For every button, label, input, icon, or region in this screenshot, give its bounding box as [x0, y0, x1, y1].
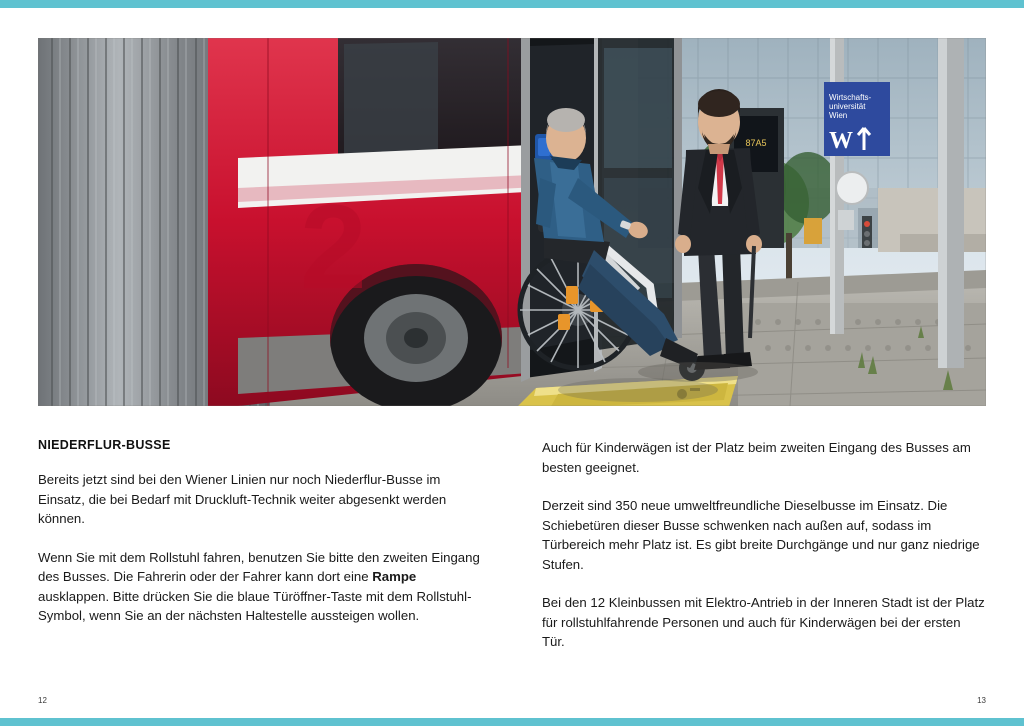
- svg-text:W: W: [829, 128, 853, 154]
- low-floor-bus-wheelchair-boarding-photo: [38, 38, 986, 406]
- left-paragraph-2-part-1: Wenn Sie mit dem Rollstuhl fahren, benutzen Sie bitte den zweiten Eingang des Busses. Die Fahrerin oder der Fahrer kann dort eine: [38, 549, 480, 584]
- top-accent-bar: [0, 0, 1024, 8]
- svg-text:universität: universität: [829, 102, 866, 111]
- left-paragraph-2: [38, 548, 482, 626]
- wu-sign: [824, 82, 890, 156]
- body-text-columns: [38, 438, 986, 652]
- svg-text:Wien: Wien: [829, 111, 848, 120]
- right-paragraph-1: Auch für Kinderwägen ist der Platz beim zweiten Eingang des Busses am besten geeignet.: [542, 440, 971, 475]
- folio-left: 12: [38, 696, 47, 705]
- left-text-column: [38, 438, 482, 652]
- rampe-emphasis: Rampe: [372, 569, 417, 584]
- svg-text:2: 2: [300, 180, 367, 314]
- bottom-accent-bar: [0, 718, 1024, 726]
- folio-right: 13: [977, 696, 986, 705]
- page-title: NIEDERFLUR-BUSSE: [38, 438, 171, 452]
- right-paragraph-2: Derzeit sind 350 neue umweltfreundliche Dieselbusse im Einsatz. Die Schiebetüren dieser Busse schwenken nach außen auf, sodass im Türbereich mehr Platz ist. Es gibt breite Durchgänge und nur ganz niedrige Stufen.: [542, 498, 980, 572]
- right-text-column: [542, 438, 986, 652]
- left-paragraph-2-part-2: ausklappen. Bitte drücken Sie die blaue Türöffner-Taste mit dem Rollstuhl-Symbol, wenn Sie an der nächsten Haltestelle aussteigen wollen.: [38, 588, 472, 623]
- svg-text:87A5: 87A5: [745, 138, 767, 148]
- left-paragraph-1: Bereits jetzt sind bei den Wiener Linien nur noch Niederflur-Busse im Einsatz, die bei Bedarf mit Druckluft-Technik weiter abgesenkt werden können.: [38, 472, 447, 526]
- svg-text:Wirtschafts-: Wirtschafts-: [829, 93, 872, 102]
- right-paragraph-3: Bei den 12 Kleinbussen mit Elektro-Antrieb in der Inneren Stadt ist der Platz für rollstuhlfahrende Personen und auch für Kinderwägen bei der ersten Tür.: [542, 595, 985, 649]
